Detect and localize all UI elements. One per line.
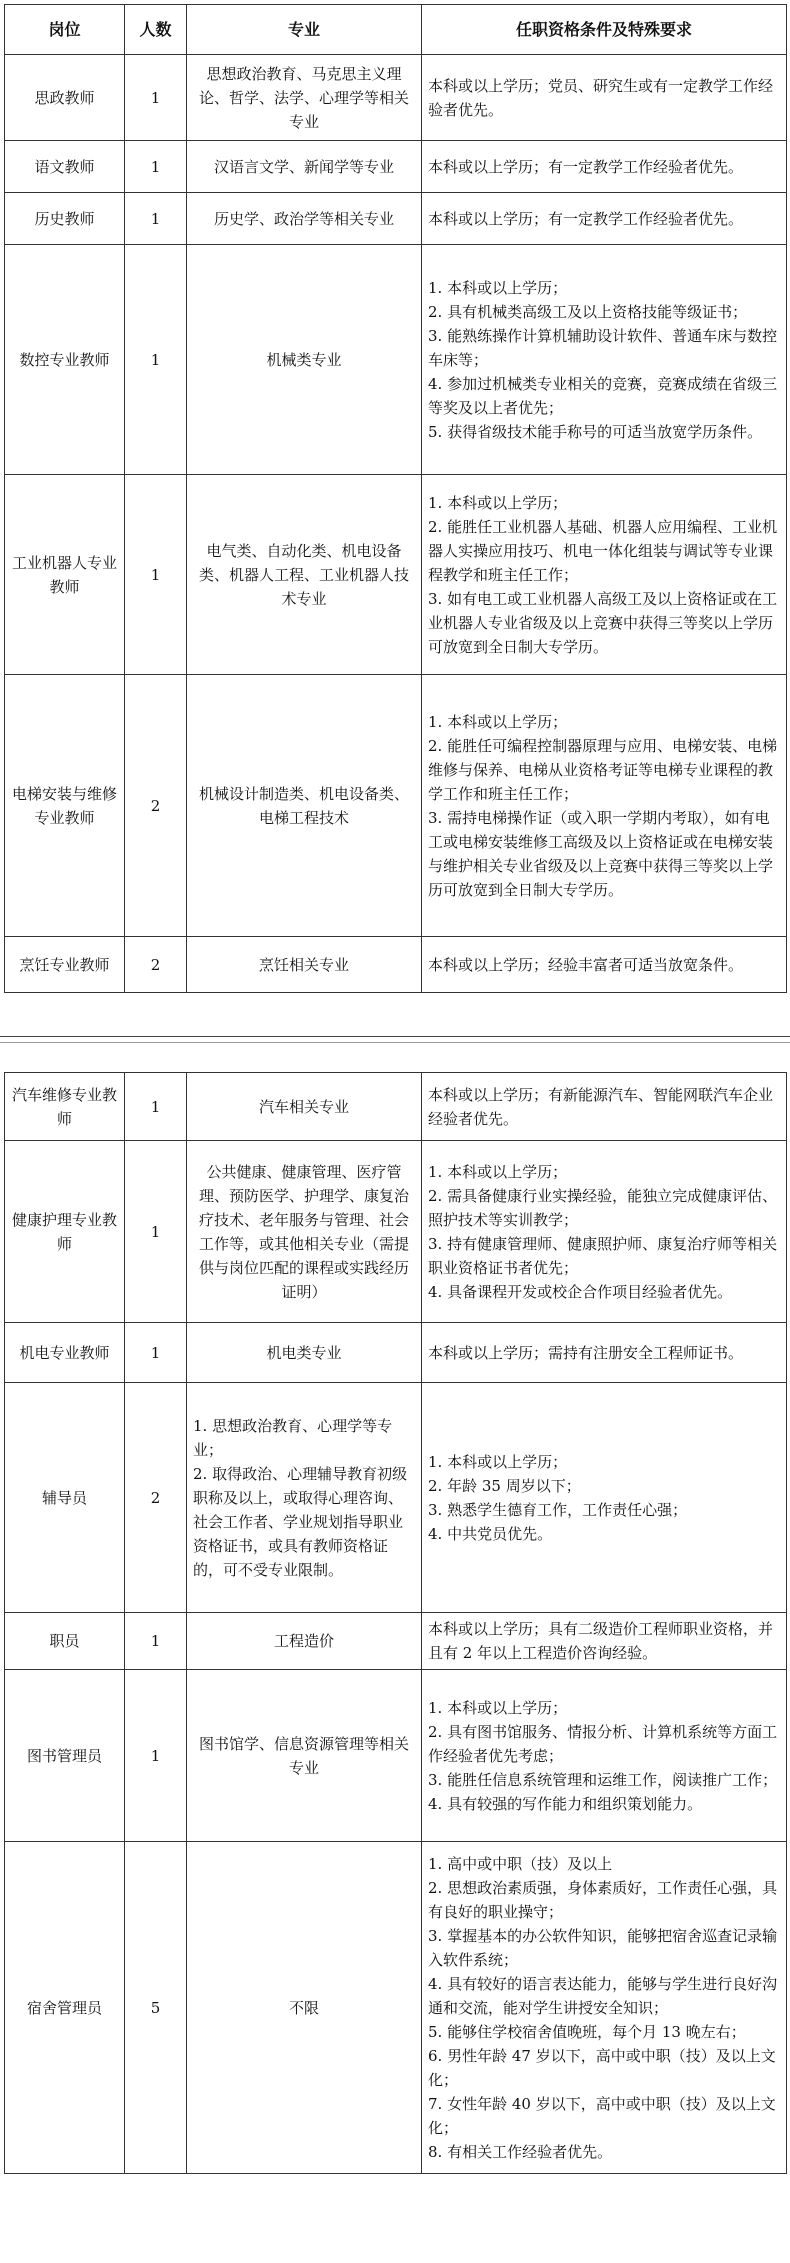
requirement-line: 1. 本科或以上学历； bbox=[428, 1452, 568, 1471]
recruitment-table-top bbox=[4, 4, 787, 993]
cell-count: 1 bbox=[125, 55, 187, 141]
cell-count: 1 bbox=[125, 1613, 187, 1670]
requirement-line: 4. 中共党员优先。 bbox=[428, 1524, 553, 1543]
cell-requirements bbox=[422, 245, 787, 475]
requirement-line: 本科或以上学历；需持有注册安全工程师证书。 bbox=[428, 1343, 744, 1362]
cell-requirements bbox=[422, 675, 787, 937]
requirement-line: 2. 具有机械类高级工及以上资格技能等级证书； bbox=[428, 302, 748, 321]
cell-major: 历史学、政治学等相关专业 bbox=[187, 193, 422, 245]
cell-major: 不限 bbox=[187, 1842, 422, 2174]
cell-count: 1 bbox=[125, 475, 187, 675]
cell-count: 1 bbox=[125, 245, 187, 475]
requirement-line: 3. 能熟练操作计算机辅助设计软件、普通车床与数控车床等； bbox=[428, 326, 778, 369]
cell-requirements bbox=[422, 1670, 787, 1842]
requirement-line: 1. 高中或中职（技）及以上 bbox=[428, 1854, 613, 1873]
cell-count: 1 bbox=[125, 1670, 187, 1842]
cell-major: 电气类、自动化类、机电设备类、机器人工程、工业机器人技术专业 bbox=[187, 475, 422, 675]
cell-requirements bbox=[422, 141, 787, 193]
table-row bbox=[5, 193, 787, 245]
cell-requirements bbox=[422, 1141, 787, 1323]
cell-position: 烹饪专业教师 bbox=[5, 937, 125, 993]
cell-count: 1 bbox=[125, 193, 187, 245]
table-row bbox=[5, 1141, 787, 1323]
requirement-line: 2. 年龄 35 周岁以下； bbox=[428, 1476, 581, 1495]
requirement-line: 1. 本科或以上学历； bbox=[428, 493, 568, 512]
requirement-line: 本科或以上学历；有一定教学工作经验者优先。 bbox=[428, 209, 744, 228]
cell-major: 公共健康、健康管理、医疗管理、预防医学、护理学、康复治疗技术、老年服务与管理、社会工作等，或其他相关专业（需提供与岗位匹配的课程或实践经历证明） bbox=[187, 1141, 422, 1323]
cell-position: 思政教师 bbox=[5, 55, 125, 141]
cell-requirements bbox=[422, 475, 787, 675]
table-row bbox=[5, 475, 787, 675]
requirement-line: 7. 女性年龄 40 岁以下，高中或中职（技）及以上文化； bbox=[428, 2094, 776, 2137]
cell-major: 汽车相关专业 bbox=[187, 1073, 422, 1141]
table-row bbox=[5, 937, 787, 993]
requirement-line: 4. 参加过机械类专业相关的竞赛，竞赛成绩在省级三等奖及以上者优先； bbox=[428, 374, 778, 417]
cell-major: 机械类专业 bbox=[187, 245, 422, 475]
table-row bbox=[5, 1323, 787, 1383]
table-row bbox=[5, 1073, 787, 1141]
requirement-line: 3. 持有健康管理师、健康照护师、康复治疗师等相关职业资格证书者优先； bbox=[428, 1234, 778, 1277]
major-line: 1. 思想政治教育、心理学等专业； bbox=[193, 1416, 393, 1459]
cell-position: 电梯安装与维修专业教师 bbox=[5, 675, 125, 937]
cell-requirements bbox=[422, 1323, 787, 1383]
requirement-line: 5. 能够住学校宿舍值晚班，每个月 13 晚左右； bbox=[428, 2022, 746, 2041]
cell-major: 机电类专业 bbox=[187, 1323, 422, 1383]
cell-position: 语文教师 bbox=[5, 141, 125, 193]
requirement-line: 本科或以上学历；有新能源汽车、智能网联汽车企业经验者优先。 bbox=[428, 1085, 774, 1128]
cell-major: 工程造价 bbox=[187, 1613, 422, 1670]
table-row bbox=[5, 1383, 787, 1613]
requirement-line: 1. 本科或以上学历； bbox=[428, 712, 568, 731]
requirement-line: 1. 本科或以上学历； bbox=[428, 1162, 568, 1181]
cell-major: 烹饪相关专业 bbox=[187, 937, 422, 993]
cell-requirements bbox=[422, 937, 787, 993]
table-row bbox=[5, 1842, 787, 2174]
requirement-line: 5. 获得省级技术能手称号的可适当放宽学历条件。 bbox=[428, 422, 763, 441]
requirement-line: 2. 需具备健康行业实操经验，能独立完成健康评估、照护技术等实训教学； bbox=[428, 1186, 778, 1229]
page-break-line bbox=[0, 1042, 790, 1043]
requirement-line: 3. 需持电梯操作证（或入职一学期内考取），如有电工或电梯安装维修工高级及以上资格证或在电梯安装与维护相关专业省级及以上竞赛中获得三等奖以上学历可放宽到全日制大专学历。 bbox=[428, 808, 774, 899]
requirement-line: 3. 掌握基本的办公软件知识，能够把宿舍巡查记录输入软件系统； bbox=[428, 1926, 778, 1969]
cell-position: 健康护理专业教师 bbox=[5, 1141, 125, 1323]
cell-major: 机械设计制造类、机电设备类、电梯工程技术 bbox=[187, 675, 422, 937]
cell-count: 2 bbox=[125, 937, 187, 993]
requirement-line: 1. 本科或以上学历； bbox=[428, 1698, 568, 1717]
requirement-line: 8. 有相关工作经验者优先。 bbox=[428, 2142, 613, 2161]
cell-requirements bbox=[422, 1383, 787, 1613]
cell-requirements bbox=[422, 1073, 787, 1141]
cell-count: 1 bbox=[125, 1323, 187, 1383]
cell-position: 历史教师 bbox=[5, 193, 125, 245]
table-row bbox=[5, 1613, 787, 1670]
page-break-line bbox=[0, 1036, 790, 1037]
cell-position: 辅导员 bbox=[5, 1383, 125, 1613]
requirement-line: 4. 具有较强的写作能力和组织策划能力。 bbox=[428, 1794, 703, 1813]
cell-major: 汉语言文学、新闻学等专业 bbox=[187, 141, 422, 193]
cell-major bbox=[187, 1383, 422, 1613]
table-row bbox=[5, 245, 787, 475]
cell-requirements bbox=[422, 193, 787, 245]
requirement-line: 本科或以上学历；有一定教学工作经验者优先。 bbox=[428, 157, 744, 176]
cell-major: 图书馆学、信息资源管理等相关专业 bbox=[187, 1670, 422, 1842]
cell-position: 宿舍管理员 bbox=[5, 1842, 125, 2174]
table-row bbox=[5, 55, 787, 141]
cell-position: 数控专业教师 bbox=[5, 245, 125, 475]
table-row bbox=[5, 675, 787, 937]
header-requirements: 任职资格条件及特殊要求 bbox=[422, 5, 787, 55]
cell-requirements bbox=[422, 55, 787, 141]
requirement-line: 2. 能胜任工业机器人基础、机器人应用编程、工业机器人实操应用技巧、机电一体化组装与调试等专业课程教学和班主任工作； bbox=[428, 517, 778, 584]
requirement-line: 4. 具备课程开发或校企合作项目经验者优先。 bbox=[428, 1282, 733, 1301]
cell-count: 1 bbox=[125, 1141, 187, 1323]
cell-count: 2 bbox=[125, 675, 187, 937]
header-major: 专业 bbox=[187, 5, 422, 55]
table-row bbox=[5, 141, 787, 193]
major-line: 2. 取得政治、心理辅导教育初级职称及以上，或取得心理咨询、社会工作者、学业规划指导职业资格证书，或具有教师资格证的，可不受专业限制。 bbox=[193, 1464, 408, 1579]
requirement-line: 2. 思想政治素质强，身体素质好，工作责任心强，具有良好的职业操守； bbox=[428, 1878, 778, 1921]
requirement-line: 本科或以上学历；党员、研究生或有一定教学工作经验者优先。 bbox=[428, 76, 774, 119]
requirement-line: 本科或以上学历；经验丰富者可适当放宽条件。 bbox=[428, 955, 744, 974]
cell-position: 图书管理员 bbox=[5, 1670, 125, 1842]
requirement-line: 本科或以上学历；具有二级造价工程师职业资格，并且有 2 年以上工程造价咨询经验。 bbox=[428, 1620, 774, 1662]
recruitment-table-bottom bbox=[4, 1072, 787, 2174]
cell-requirements bbox=[422, 1842, 787, 2174]
table-row bbox=[5, 1670, 787, 1842]
requirement-line: 3. 如有电工或工业机器人高级工及以上资格证或在工业机器人专业省级及以上竞赛中获得三等奖以上学历可放宽到全日制大专学历。 bbox=[428, 589, 778, 656]
page-break bbox=[0, 1030, 790, 1070]
cell-count: 1 bbox=[125, 1073, 187, 1141]
header-position: 岗位 bbox=[5, 5, 125, 55]
cell-position: 工业机器人专业教师 bbox=[5, 475, 125, 675]
cell-position: 汽车维修专业教师 bbox=[5, 1073, 125, 1141]
requirement-line: 2. 具有图书馆服务、情报分析、计算机系统等方面工作经验者优先考虑； bbox=[428, 1722, 778, 1765]
requirement-line: 3. 能胜任信息系统管理和运维工作，阅读推广工作； bbox=[428, 1770, 778, 1789]
requirement-line: 2. 能胜任可编程控制器原理与应用、电梯安装、电梯维修与保养、电梯从业资格考证等电梯专业课程的教学工作和班主任工作； bbox=[428, 736, 778, 803]
requirement-line: 6. 男性年龄 47 岁以下，高中或中职（技）及以上文化； bbox=[428, 2046, 776, 2089]
cell-count: 2 bbox=[125, 1383, 187, 1613]
cell-count: 5 bbox=[125, 1842, 187, 2174]
cell-count: 1 bbox=[125, 141, 187, 193]
cell-position: 机电专业教师 bbox=[5, 1323, 125, 1383]
header-count: 人数 bbox=[125, 5, 187, 55]
cell-requirements bbox=[422, 1613, 787, 1670]
requirement-line: 4. 具有较好的语言表达能力，能够与学生进行良好沟通和交流，能对学生讲授安全知识； bbox=[428, 1974, 778, 2017]
cell-major: 思想政治教育、马克思主义理论、哲学、法学、心理学等相关专业 bbox=[187, 55, 422, 141]
table-header-row bbox=[5, 5, 787, 55]
cell-position: 职员 bbox=[5, 1613, 125, 1670]
requirement-line: 1. 本科或以上学历； bbox=[428, 278, 568, 297]
requirement-line: 3. 熟悉学生德育工作，工作责任心强； bbox=[428, 1500, 688, 1519]
